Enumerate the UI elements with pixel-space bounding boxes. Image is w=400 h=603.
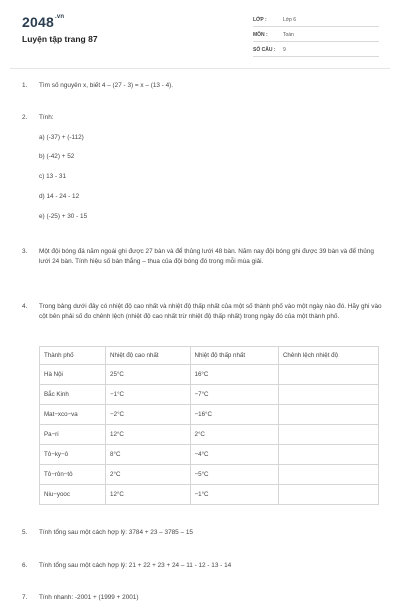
- table-header-row: [40, 347, 379, 365]
- table-cell: −7°C: [190, 385, 278, 405]
- site-logo[interactable]: [22, 14, 64, 30]
- table-cell: −2°C: [106, 405, 190, 425]
- meta-row-count: [253, 43, 379, 57]
- sub-item: b) (-42) + 52: [39, 153, 75, 160]
- answer-cell: [278, 385, 378, 405]
- question-number: 5.: [22, 529, 28, 536]
- table-row: [40, 485, 379, 505]
- meta-value: Toán: [283, 31, 294, 38]
- table-cell: Tô−rôn−tô: [40, 465, 106, 485]
- header: [0, 0, 400, 70]
- table-row: [40, 445, 379, 465]
- table-cell: Tô−ky−ô: [40, 445, 106, 465]
- sub-item: e) (-25) + 30 - 15: [39, 213, 88, 220]
- question-text: Tính tổng sau một cách hợp lý: 3784 + 23 – 3785 – 15: [39, 529, 193, 536]
- meta-key: MÔN :: [253, 31, 268, 38]
- table-header: Nhiệt độ thấp nhất: [190, 347, 278, 365]
- question-text: Tính tổng sau một cách hợp lý: 21 + 22 + 23 + 24 – 11 - 12 - 13 - 14: [39, 562, 232, 569]
- table-cell: 8°C: [106, 445, 190, 465]
- table-row: [40, 465, 379, 485]
- meta-value: 9: [283, 46, 286, 53]
- temperature-table: [39, 346, 379, 505]
- meta-value: Lớp 6: [283, 16, 297, 23]
- table-cell: Bắc Kinh: [40, 385, 106, 405]
- logo-text: 2048: [22, 14, 54, 30]
- question-number: 6.: [22, 562, 28, 569]
- table-cell: −16°C: [190, 405, 278, 425]
- table-cell: 12°C: [106, 425, 190, 445]
- question-number: 3.: [22, 248, 28, 255]
- question-text: Tìm số nguyên x, biết 4 – (27 - 3) = x – (13 - 4).: [39, 82, 174, 89]
- table-cell: Pa−ri: [40, 425, 106, 445]
- table-row: [40, 425, 379, 445]
- sub-item: a) (-37) + (-112): [39, 134, 84, 141]
- meta-key: LỚP :: [253, 16, 267, 23]
- meta-key: SỐ CÂU :: [253, 46, 276, 53]
- table-cell: −4°C: [190, 445, 278, 465]
- meta-info: [253, 13, 379, 58]
- question-text: Tính nhanh: -2001 + (1999 + 2001): [39, 594, 139, 601]
- table-header: Nhiệt độ cao nhất: [106, 347, 190, 365]
- answer-cell: [278, 425, 378, 445]
- table-header: Chênh lệch nhiệt độ: [278, 347, 378, 365]
- table-cell: Mat−xco−va: [40, 405, 106, 425]
- answer-cell: [278, 485, 378, 505]
- table-row: [40, 405, 379, 425]
- table-cell: 2°C: [190, 425, 278, 445]
- logo-tld: .vn: [54, 14, 65, 20]
- sub-item: c) 13 - 31: [39, 173, 66, 180]
- table-cell: 25°C: [106, 365, 190, 385]
- question-number: 1.: [22, 82, 28, 89]
- question-text: Tính:: [39, 114, 54, 121]
- table-cell: −1°C: [190, 485, 278, 505]
- table-header: Thành phố: [40, 347, 106, 365]
- table-cell: −1°C: [106, 385, 190, 405]
- page-title: Luyện tập trang 87: [22, 34, 98, 44]
- table-cell: Hà Nội: [40, 365, 106, 385]
- table-cell: −5°C: [190, 465, 278, 485]
- table-cell: 2°C: [106, 465, 190, 485]
- question-text: Một đội bóng đá năm ngoái ghi được 27 bàn và để thủng lưới 48 bàn. Năm nay đội bóng ghi được 39 bàn và để thủng lưới 24 bàn. Tính hiệu số bàn thắng – thua của đội bóng đó trong mỗi mùa giải.: [39, 248, 374, 265]
- question-number: 2.: [22, 114, 28, 121]
- question-number: 7.: [22, 594, 28, 601]
- meta-row-class: [253, 13, 379, 27]
- answer-cell: [278, 365, 378, 385]
- question-number: 4.: [22, 303, 28, 310]
- answer-cell: [278, 465, 378, 485]
- answer-cell: [278, 405, 378, 425]
- answer-cell: [278, 445, 378, 465]
- header-divider: [10, 68, 390, 69]
- table-cell: 16°C: [190, 365, 278, 385]
- sub-item: d) 14 - 24 - 12: [39, 193, 80, 200]
- meta-row-subject: [253, 28, 379, 42]
- table-cell: Niu−yooc: [40, 485, 106, 505]
- question-text: Trong bảng dưới đây có nhiệt độ cao nhất và nhiệt độ thấp nhất của một số thành phố vào một ngày nào đó. Hãy ghi vào cột bên phải số đo chênh lệch (nhiệt độ cao nhất trừ nhiệt độ thấp nhất) trong ngày đó của một thành phố.: [39, 303, 382, 320]
- table-row: [40, 365, 379, 385]
- table-cell: 12°C: [106, 485, 190, 505]
- table-row: [40, 385, 379, 405]
